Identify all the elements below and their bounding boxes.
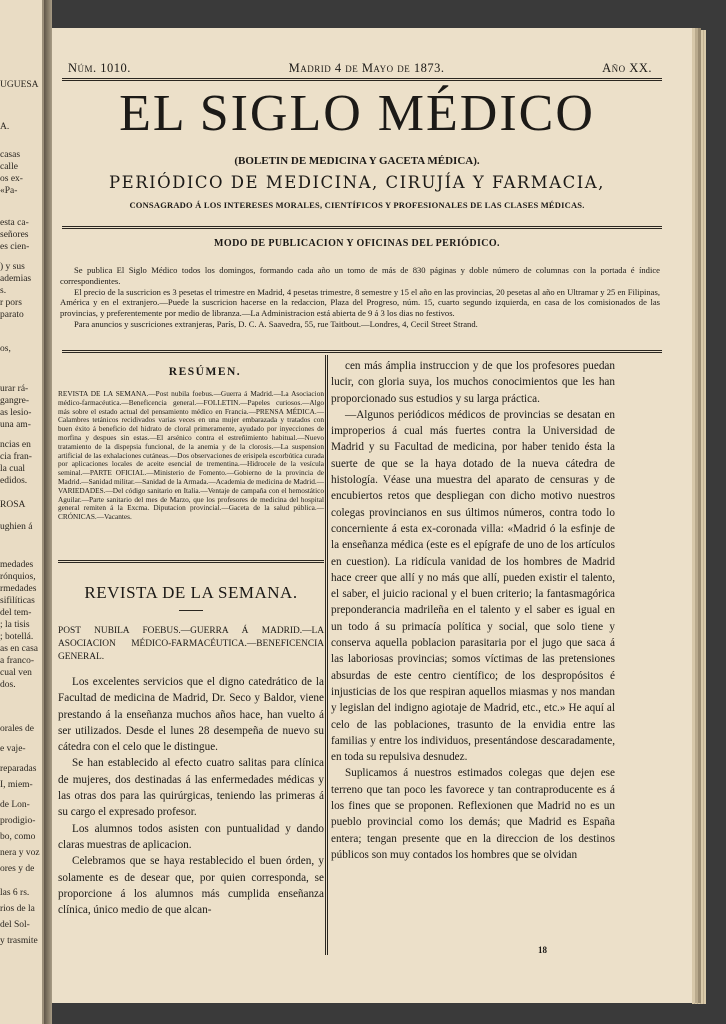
fragment-text: esta ca- (0, 218, 29, 228)
fragment-text: bo, como (0, 832, 36, 842)
fragment-text: sifilíticas (0, 596, 35, 606)
revista-body (58, 674, 324, 918)
adjacent-page-fragment (0, 0, 44, 1024)
fragment-text: gangre- (0, 396, 30, 406)
fragment-text: ademias (0, 274, 32, 284)
fragment-text: orales de (0, 724, 35, 734)
fragment-text: la cual (0, 464, 26, 474)
fragment-text: edidos. (0, 476, 28, 486)
fragment-text: rmedades (0, 584, 37, 594)
fragment-text: os ex- (0, 174, 23, 184)
article-paragraph: cen más ámplia instruccion y de que los profesores puedan lucir, con gloria suya, los muchos conocimientos que les han proporcionado sus estudios y su larga práctica. (331, 360, 615, 405)
fragment-text: de Lon- (0, 800, 30, 810)
fragment-text: os, (0, 344, 11, 354)
fragment-text: calle (0, 162, 18, 172)
fragment-text: ; la tisis (0, 620, 30, 630)
fragment-text: «Pa- (0, 186, 18, 196)
revista-section (58, 560, 324, 918)
fragment-text: as lesio- (0, 408, 32, 418)
fragment-text: reparadas (0, 764, 37, 774)
fragment-text: ROSA (0, 500, 26, 510)
fragment-text: es cien- (0, 242, 30, 252)
fragment-text: urar rá- (0, 384, 29, 394)
fragment-text: s. (0, 286, 7, 296)
fragment-text: del Sol- (0, 920, 30, 930)
fragment-text: prodigio- (0, 816, 36, 826)
book-spine (44, 0, 52, 1024)
newspaper-dedication: CONSAGRADO Á LOS INTERESES MORALES, CIENTÍFICOS Y PROFESIONALES DE LAS CLASES MÉDICAS. (129, 200, 585, 210)
summary-text: REVISTA DE LA SEMANA.—Post nubila foebus.—Guerra á Madrid.—La Asociacion médico-farmacéutica.—Beneficencia general.—FOLLETIN.—Papeles curiosos.—Algo más sobre el estado actual del pensamiento médico en Francia.—PRENSA MÉDICA.—Calambres tetánicos recidivados varias veces en una mujer embarazada y tratados con buen éxito á beneficio del hidrato de cloral primeramente, ayudado por inyecciones de morfina y despues sin estas.—El arsénico contra el estreñimiento habitual.—Nuevo tratamiento de la dispepsia funcional, de la anemia y de la clorosis.—La suspension artificial de las exhalaciones cutáneas.—Dos observaciones de erisipela escorbútica curada por aplicaciones locales de aceite esencial de trementina.—Hidrocele de la vesícula seminal.—PARTE OFICIAL.—Ministerio de Fomento.—Gobierno de la provincia de Madrid.—Sanidad militar.—Sanidad de la Armada.—Academia de medicina de Madrid.—VARIEDADES.—Del código sanitario en Italia.—Ventaje de campaña con el hemostático Aguilar.—Parte sanitario del mes de Marzo, que los profesores de medicina del hospital general remiten á la Excma. Diputacion provincial.—Gaceta de la salud pública.—CRÓNICAS.—Vacantes. (58, 389, 324, 522)
issue-date: Madrid 4 de Mayo de 1873. (288, 61, 445, 75)
article-paragraph: Suplicamos á nuestros estimados colegas que dejen ese terreno que tan poco les favorece y tan contraproducente es á los fines que se proponen. Reflexionen que Madrid no es un pueblo provincial como los demás; que Madrid es España entera; tengan presente que en la direccion de los destinos públicos son muy contados los hombres que se olvidan (331, 767, 615, 861)
title-rule (179, 610, 203, 611)
notice-paragraph: El precio de la suscricion es 3 pesetas el trimestre en Madrid, 4 pesetas trimestre, 8 semestre y 15 el año en las provincias, 20 pesetas al año en Ultramar y 25 en Filipinas, América y en el extranjero.—Puede la suscricion hacerse en la redaccion, Plaza del Progreso, núm. 15, cuarto segundo izquierda, en casa de los comisionados de las provincias, y preferentemente por medio de libranza.—La Administracion está abierta de 9 á 3 los dias no festivos. (60, 286, 660, 319)
article-paragraph: Se han establecido al efecto cuatro salitas para clínica de mujeres, dos destinadas á las enfermedades médicas y las otras dos para las quirúrgicas, teniendo las primeras á su cargo el expresado profesor. (58, 757, 324, 819)
fragment-text: dos. (0, 680, 16, 690)
fragment-text: I, miem- (0, 780, 33, 790)
notice-paragraph: Para anuncios y suscriciones extranjeras, París, D. C. A. Saavedra, 55, rue Taitbout.—Londres, 4, Cecil Street Strand. (74, 318, 478, 329)
fragment-text: as en casa (0, 644, 38, 654)
masthead-info (68, 61, 652, 76)
publication-notice (60, 265, 660, 330)
fragment-text: las 6 rs. (0, 888, 30, 898)
newspaper-page (52, 28, 692, 1003)
article-paragraph: —Algunos periódicos médicos de provincias se desatan en improperios á cual más fuertes contra la Universidad de Madrid y su Facultad de medicina, por haber tenido ésta la suerte de que se la haya dotado de la nueva cátedra de histología. Véase una muestra del aparato de censuras y de encubiertos retos que despliegan con dicho motivo nuestros colegas provincianos en sus últimos números, contra todo lo concerniente á esta ex-coronada villa: «Madrid ó la esfinje de la enseñanza médica (este es el epígrafe de uno de los artículos en cuestion). La ridícula vanidad de los hombres de Madrid hace creer que allí y no más que allí, pueden existir el talento, el saber, el juicio racional y el buen criterio; la fantasmagórica preponderancia madrileña en el talento y el saber es igual en un todo á su primacía política y social, que solo tiene y conserva aquella poblacion parasitaria por el jugo que saca á las laboriosas provincias; somos víctimas de las pretensiones absurdas de este centro científico; de los despropósitos é injusticias de los que respiran aquellos miasmas y nos mandan y legislan del indigno agiotaje de Madrid, etc., etc.» He aquí al celo de las poblaciones, trasunto de la envidia entre las familias y entre los individuos, presentándose descaradamente, en toda su repulsiva desnudez. (331, 408, 615, 764)
fragment-text: nera y voz (0, 848, 40, 858)
right-column-body (331, 358, 615, 863)
fragment-text: cia fran- (0, 452, 32, 462)
fragment-text: señores (0, 230, 29, 240)
revista-subtitle: POST NUBILA FOEBUS.—GUERRA Á MADRID.—LA ASOCIACION MÉDICO-FARMACÉUTICA.—BENEFICENCIA GENERAL. (58, 626, 324, 662)
fragment-text: UGUESA (0, 80, 39, 90)
right-column (331, 358, 615, 863)
revista-title: REVISTA DE LA SEMANA. (84, 583, 298, 602)
header-rule (62, 226, 662, 229)
article-paragraph: Celebramos que se haya restablecido el buen órden, y solamente es de desear que, por quien corresponda, se proporcione á los alumnos más cumplida enseñanza clínica, único medio de que alcan- (58, 855, 324, 917)
fragment-text: rónquios, (0, 572, 36, 582)
section-rule (62, 350, 662, 353)
summary-title: RESÚMEN. (168, 366, 242, 378)
fragment-text: ; botellá. (0, 632, 34, 642)
fragment-text: ughien á (0, 522, 33, 532)
issue-number: Núm. 1010. (68, 61, 131, 75)
fragment-text: e vaje- (0, 744, 26, 754)
fragment-text: A. (0, 122, 10, 132)
newspaper-title: EL SIGLO MÉDICO (119, 85, 595, 142)
fragment-text: cual ven (0, 668, 32, 678)
article-paragraph: Los excelentes servicios que el digno catedrático de la Facultad de medicina de Madrid, Dr. Seco y Baldor, viene prestando á la enseñanza muchos años hace, han vuelto á ser utilizados. Desde el lunes 28 desempeña de nuevo su cátedra con el celo que le distingue. (58, 676, 324, 754)
fragment-text: del tem- (0, 608, 32, 618)
fragment-text: casas (0, 150, 21, 160)
fragment-text: ncias en (0, 440, 31, 450)
masthead-rule (62, 78, 662, 81)
notice-paragraph: Se publica El Siglo Médico todos los domingos, formando cada año un tomo de más de 830 páginas y doble número de columnas con la portada é índice correspondientes. (60, 265, 660, 286)
newspaper-subtitle: (BOLETIN DE MEDICINA Y GACETA MÉDICA). (234, 155, 480, 167)
fragment-text: ores y de (0, 864, 35, 874)
fragment-text: ) y sus (0, 262, 25, 272)
article-paragraph: Los alumnos todos asisten con puntualidad y dando claras muestras de aplicacion. (58, 822, 324, 851)
page-number: 18 (538, 945, 547, 955)
fragment-text: a franco- (0, 656, 35, 666)
newspaper-tagline: PERIÓDICO DE MEDICINA, CIRUJÍA Y FARMACIA, (109, 173, 605, 192)
fragment-text: rios de la (0, 904, 35, 914)
publication-notice-title: MODO DE PUBLICACION Y OFICINAS DEL PERIÓDICO. (214, 238, 500, 249)
page-edges (692, 30, 706, 1004)
left-column (58, 360, 352, 917)
fragment-text: r pors (0, 298, 22, 308)
issue-year: Año XX. (602, 61, 652, 75)
fragment-text: medades (0, 560, 34, 570)
fragment-text: una am- (0, 420, 31, 430)
fragment-text: parato (0, 310, 24, 320)
fragment-text: y trasmite (0, 936, 38, 946)
